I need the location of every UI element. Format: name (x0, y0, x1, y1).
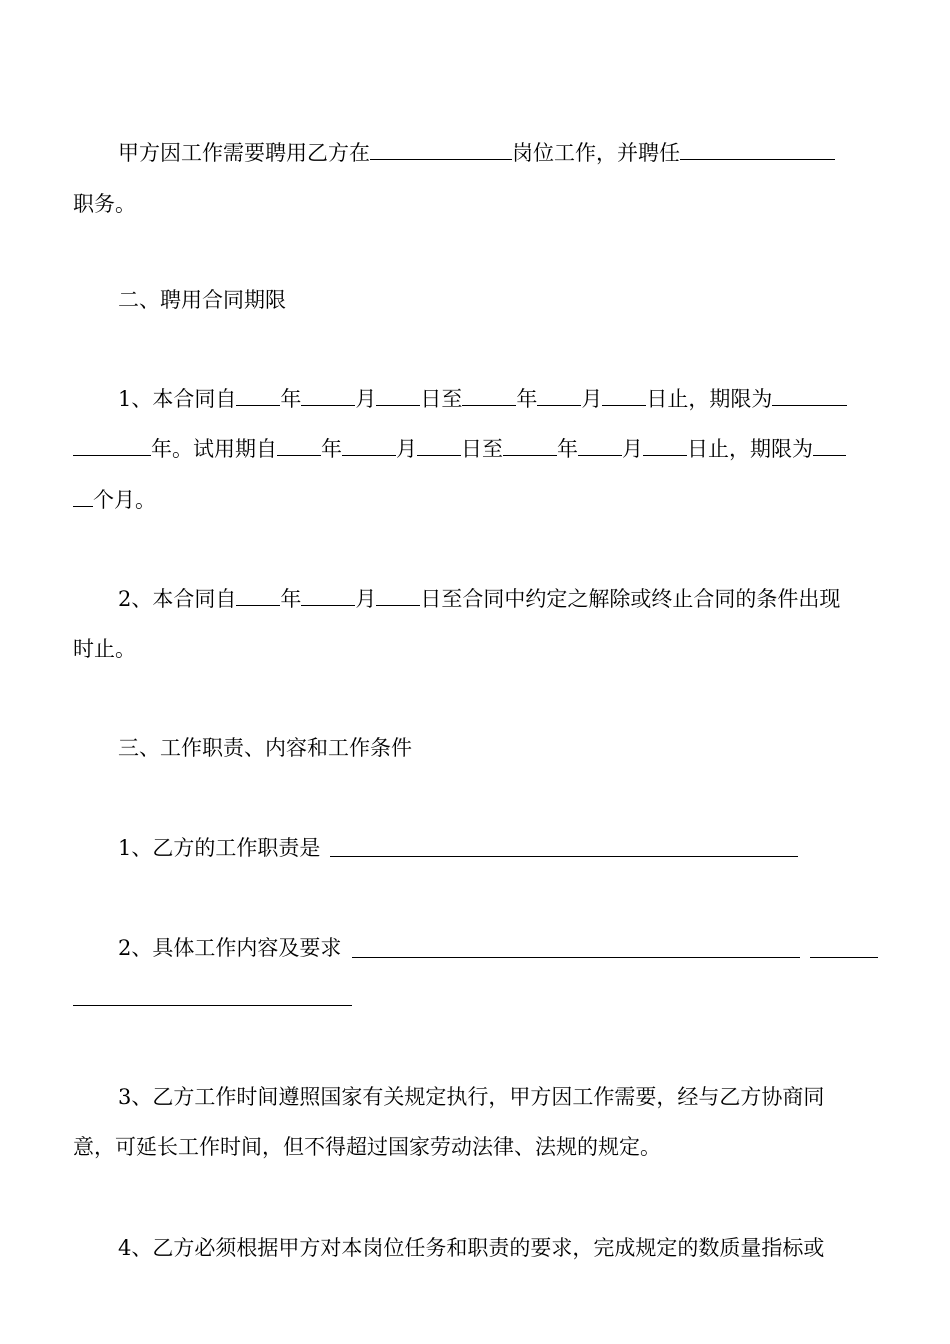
text-segment: 日至合同中约定之解除或终止合同的条件出现 (420, 587, 841, 611)
text-segment: 月 (622, 437, 643, 461)
blank-underline (417, 437, 461, 456)
blank-underline (236, 387, 280, 406)
blank-underline (330, 856, 798, 857)
blank-underline (342, 437, 396, 456)
text-segment: 月 (355, 587, 377, 611)
duty-label: 1、乙方的工作职责是 (118, 836, 321, 860)
blank-underline (503, 437, 557, 456)
blank-underline (370, 141, 512, 160)
text-segment: 甲方因工作需要聘用乙方在 (118, 141, 370, 165)
text-line: 时止。 (73, 637, 136, 661)
blank-underline (73, 437, 151, 456)
text-line: 4、乙方必须根据甲方对本岗位任务和职责的要求，完成规定的数质量指标或 (118, 1236, 825, 1260)
text-segment: 日至 (420, 387, 463, 411)
blank-underline (602, 387, 646, 406)
blank-underline (578, 437, 622, 456)
text-segment: 日止，期限为 (687, 437, 813, 461)
blank-underline (73, 488, 93, 507)
blank-underline (352, 957, 800, 958)
blank-underline (301, 387, 355, 406)
paragraph-position (118, 141, 835, 165)
blank-underline (376, 587, 420, 606)
blank-underline (772, 387, 847, 406)
text-segment: 年 (280, 387, 302, 411)
blank-underline (680, 141, 835, 160)
text-line: 3、乙方工作时间遵照国家有关规定执行，甲方因工作需要，经与乙方协商同 (118, 1085, 825, 1109)
text-segment: 日至 (461, 437, 503, 461)
blank-underline (277, 437, 321, 456)
text-segment: 年 (516, 387, 538, 411)
text-segment: 年 (321, 437, 342, 461)
text-segment: 年 (557, 437, 578, 461)
blank-underline (813, 437, 846, 456)
blank-underline (462, 387, 516, 406)
blank-underline (301, 587, 355, 606)
section-heading: 二、聘用合同期限 (118, 288, 286, 312)
text-line: 意，可延长工作时间，但不得超过国家劳动法律、法规的规定。 (73, 1135, 661, 1159)
text-segment: 1、本合同自 (118, 387, 237, 411)
text-segment: 年。试用期自 (151, 437, 277, 461)
text-line (73, 437, 846, 461)
blank-underline (643, 437, 687, 456)
text-segment: 个月。 (93, 488, 156, 512)
text-segment: 年 (280, 587, 302, 611)
text-segment: 日止，期限为 (646, 387, 773, 411)
text-segment: 月 (581, 387, 603, 411)
blank-underline (537, 387, 581, 406)
blank-underline (810, 957, 878, 958)
content-label: 2、具体工作内容及要求 (118, 936, 342, 960)
text-segment: 月 (396, 437, 417, 461)
section-heading: 三、工作职责、内容和工作条件 (118, 736, 412, 760)
text-line: 职务。 (73, 192, 136, 216)
text-line (73, 488, 156, 512)
text-segment: 月 (355, 387, 377, 411)
text-segment: 2、本合同自 (118, 587, 237, 611)
blank-underline (376, 387, 420, 406)
text-segment: 岗位工作，并聘任 (512, 141, 680, 165)
blank-underline (236, 587, 280, 606)
paragraph-term (118, 387, 847, 411)
blank-underline (73, 1005, 352, 1006)
paragraph-term-2 (118, 587, 840, 611)
